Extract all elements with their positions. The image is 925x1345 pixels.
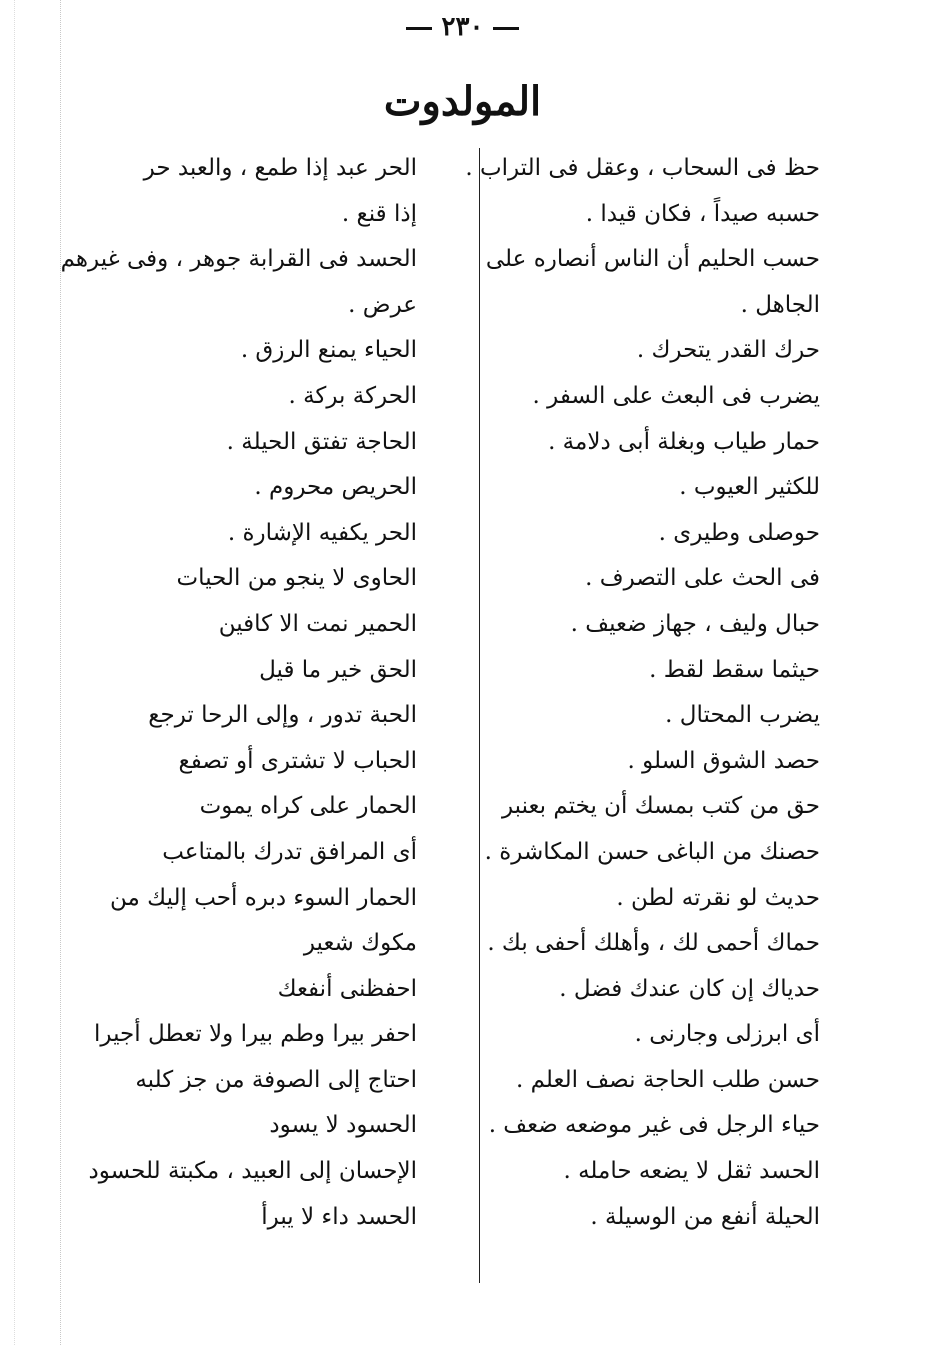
header-dash-left xyxy=(406,27,432,30)
proverb-line: حصنك من الباغى حسن المكاشرة . xyxy=(484,838,820,865)
proverb-line: الحر عبد إذا طمع ، والعبد حر xyxy=(143,155,417,181)
proverb-line: الحركة بركة . xyxy=(288,382,417,409)
proverb-line: احفظنى أنفعك xyxy=(277,975,417,1002)
proverb-line: حسب الحليم أن الناس أنصاره على xyxy=(485,246,820,273)
proverb-line: الحباب لا تشترى أو تصفع xyxy=(178,747,417,774)
left-column xyxy=(60,146,417,1240)
proverb-line: حسن طلب الحاجة نصف العلم . xyxy=(516,1066,820,1093)
margin-guide-outer xyxy=(14,0,15,1345)
proverb-line: حيثما سقط لقط . xyxy=(649,656,820,683)
proverb-line: حوصلى وطيرى . xyxy=(658,519,820,546)
proverb-line: الحسود لا يسود xyxy=(269,1112,417,1139)
proverb-line: حرك القدر يتحرك . xyxy=(636,337,820,364)
proverb-line: حماك أحمى لك ، وأهلك أحفى بك . xyxy=(487,930,820,957)
proverb-line: الحاوى لا ينجو من الحيات xyxy=(176,565,417,592)
proverb-line: أى ابرزلى وجارنى . xyxy=(634,1021,820,1048)
proverb-line: الحاجة تفتق الحيلة . xyxy=(226,428,417,455)
proverb-line: الحمير نمت الا كافين xyxy=(218,610,417,637)
right-column xyxy=(465,146,820,1240)
proverb-line: حديث لو نقرته لطن . xyxy=(616,884,820,911)
proverb-line: للكثير العيوب . xyxy=(679,474,820,501)
proverb-line: حظ فى السحاب ، وعقل فى التراب . xyxy=(465,155,820,181)
proverb-line: يضرب المحتال . xyxy=(665,702,820,729)
proverb-line: الحمار على كراه يموت xyxy=(199,793,417,820)
proverb-line: حياء الرجل فى غير موضعه ضعف . xyxy=(488,1112,820,1139)
proverb-line: الجاهل . xyxy=(740,291,820,318)
proverb-line: الحياء يمنع الرزق . xyxy=(240,337,417,364)
proverb-line: حمار طياب وبغلة أبى دلامة . xyxy=(548,428,820,455)
proverb-line: الحيلة أنفع من الوسيلة . xyxy=(590,1203,820,1230)
proverb-line: الحبة تدور ، وإلى الرحا ترجع xyxy=(148,702,417,729)
proverb-line: حصد الشوق السلو . xyxy=(627,747,820,774)
proverb-line: الإحسان إلى العبيد ، مكبتة للحسود xyxy=(88,1158,417,1185)
proverb-line: حبال وليف ، جهاز ضعيف . xyxy=(570,610,820,637)
header-dash-right xyxy=(493,27,519,30)
margin-guide xyxy=(60,0,61,1345)
proverb-line: الحريص محروم . xyxy=(254,474,417,501)
proverb-line: حق من كتب بمسك أن يختم بعنبر xyxy=(501,793,820,820)
proverb-line: يضرب فى البعث على السفر . xyxy=(532,382,820,409)
proverb-line: الحسد داء لا يبرأ xyxy=(261,1203,417,1230)
page-header xyxy=(0,12,925,42)
proverb-line: إذا قنع . xyxy=(341,200,417,227)
proverb-line: أى المرافق تدرك بالمتاعب xyxy=(162,838,417,865)
proverb-line: مكوك شعير xyxy=(303,930,417,957)
section-title: المولدوت xyxy=(383,78,542,125)
proverb-line: حسبه صيداً ، فكان قيدا . xyxy=(585,200,820,227)
proverb-line: الحر يكفيه الإشارة . xyxy=(227,519,417,546)
page-number: ٢٣٠ xyxy=(441,12,484,42)
proverb-line: احتاج إلى الصوفة من جز كلبه xyxy=(135,1066,417,1093)
proverb-line: الحق خير ما قيل xyxy=(259,656,417,683)
proverb-line: حدياك إن كان عندك فضل . xyxy=(559,975,820,1002)
proverb-line: الحسد ثقل لا يضعه حامله . xyxy=(563,1158,820,1185)
proverb-line: الحسد فى القرابة جوهر ، وفى غيرهم xyxy=(60,246,417,273)
proverb-line: فى الحث على التصرف . xyxy=(585,565,820,592)
proverb-line: احفر بيرا وطم بيرا ولا تعطل أجيرا xyxy=(94,1021,417,1048)
proverb-line: عرض . xyxy=(348,291,417,318)
proverb-line: الحمار السوء دبره أحب إليك من xyxy=(110,884,417,911)
